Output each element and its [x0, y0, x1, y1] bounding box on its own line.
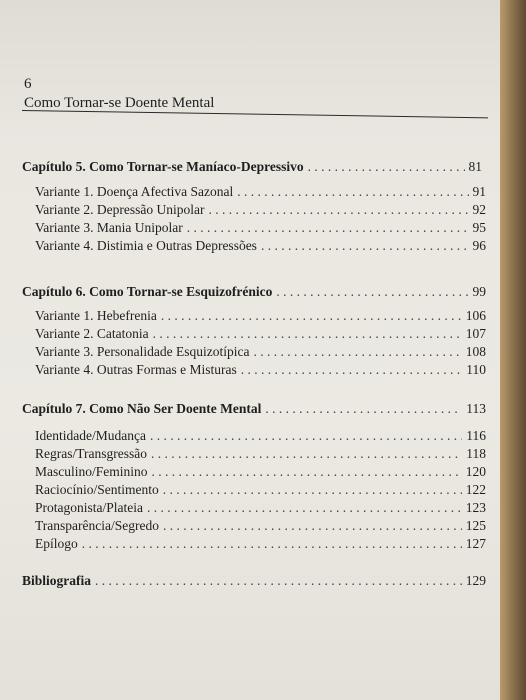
toc-item-row: [35, 499, 486, 516]
dot-leader: [261, 237, 469, 254]
dot-leader: [95, 572, 462, 589]
toc-item-row: [35, 535, 486, 552]
book-spine-edge: [500, 0, 526, 700]
toc-page-number: 96: [472, 238, 486, 253]
toc-page-number: 81: [468, 159, 482, 174]
toc-item-row: [35, 307, 486, 324]
toc-entry-label: Variante 3. Mania Unipolar: [35, 220, 183, 235]
dot-leader: [152, 463, 462, 480]
toc-entry-label: Variante 2. Catatonia: [35, 326, 149, 341]
toc-entry-label: Protagonista/Plateia: [35, 500, 143, 515]
toc-page-number: 125: [465, 518, 486, 533]
toc-chapter-row: [22, 400, 486, 417]
toc-entry-label: Capítulo 7. Como Não Ser Doente Mental: [22, 401, 262, 416]
toc-entry-label: Raciocínio/Sentimento: [35, 482, 159, 497]
toc-chapter-row: [22, 158, 482, 175]
toc-item-row: [35, 427, 486, 444]
toc-entry-label: Variante 4. Distimia e Outras Depressões: [35, 238, 257, 253]
dot-leader: [147, 499, 462, 516]
toc-item-row: [35, 237, 486, 254]
toc-page-number: 116: [466, 428, 486, 443]
toc-entry-label: Variante 3. Personalidade Esquizotípica: [35, 344, 250, 359]
toc-page-number: 113: [466, 401, 486, 416]
toc-item-row: [35, 183, 486, 200]
toc-item-row: [35, 445, 486, 462]
toc-entry-label: Variante 2. Depressão Unipolar: [35, 202, 205, 217]
toc-entry-label: Identidade/Mudança: [35, 428, 146, 443]
dot-leader: [308, 158, 465, 175]
dot-leader: [208, 201, 468, 218]
toc-page-number: 106: [465, 308, 486, 323]
dot-leader: [237, 183, 468, 200]
toc-page-number: 118: [466, 446, 486, 461]
toc-entry-label: Variante 4. Outras Formas e Misturas: [35, 362, 237, 377]
dot-leader: [276, 283, 468, 300]
toc-item-row: [35, 361, 486, 378]
toc-item-row: [35, 201, 486, 218]
toc-page-number: 91: [472, 184, 486, 199]
toc-entry-label: Regras/Transgressão: [35, 446, 147, 461]
dot-leader: [241, 361, 463, 378]
dot-leader: [253, 343, 461, 360]
dot-leader: [161, 307, 462, 324]
page-number: 6: [24, 76, 32, 92]
dot-leader: [151, 445, 462, 462]
toc-entry-label: Bibliografia: [22, 573, 92, 588]
toc-item-row: [35, 219, 486, 236]
toc-item-row: [35, 517, 486, 534]
toc-entry-label: Transparência/Segredo: [35, 518, 159, 533]
toc-entry-label: Variante 1. Hebefrenia: [35, 308, 157, 323]
dot-leader: [265, 400, 462, 417]
toc-page-number: 120: [465, 464, 486, 479]
toc-item-row: [35, 463, 486, 480]
toc-item-row: [35, 343, 486, 360]
toc-entry-label: Masculino/Feminino: [35, 464, 148, 479]
toc-chapter-row: [22, 283, 486, 300]
dot-leader: [163, 481, 462, 498]
toc-page-number: 127: [465, 536, 486, 551]
toc-page-number: 108: [465, 344, 486, 359]
toc-item-row: [35, 481, 486, 498]
dot-leader: [150, 427, 462, 444]
toc-chapter-row: [22, 572, 486, 589]
toc-page-number: 123: [465, 500, 486, 515]
toc-page-number: 107: [465, 326, 486, 341]
toc-entry-label: Variante 1. Doença Afectiva Sazonal: [35, 184, 234, 199]
dot-leader: [163, 517, 462, 534]
toc-page-number: 99: [472, 284, 486, 299]
toc-page-number: 95: [472, 220, 486, 235]
dot-leader: [187, 219, 469, 236]
toc-page-number: 122: [465, 482, 486, 497]
toc-item-row: [35, 325, 486, 342]
running-head: Como Tornar-se Doente Mental: [24, 95, 215, 111]
dot-leader: [82, 535, 462, 552]
toc-entry-label: Capítulo 5. Como Tornar-se Maníaco-Depressivo: [22, 159, 304, 174]
dot-leader: [153, 325, 462, 342]
toc-page-number: 129: [465, 573, 486, 588]
toc-entry-label: Capítulo 6. Como Tornar-se Esquizofrénico: [22, 284, 273, 299]
toc-page-number: 110: [466, 362, 486, 377]
toc-page-number: 92: [472, 202, 486, 217]
toc-entry-label: Epílogo: [35, 536, 78, 551]
